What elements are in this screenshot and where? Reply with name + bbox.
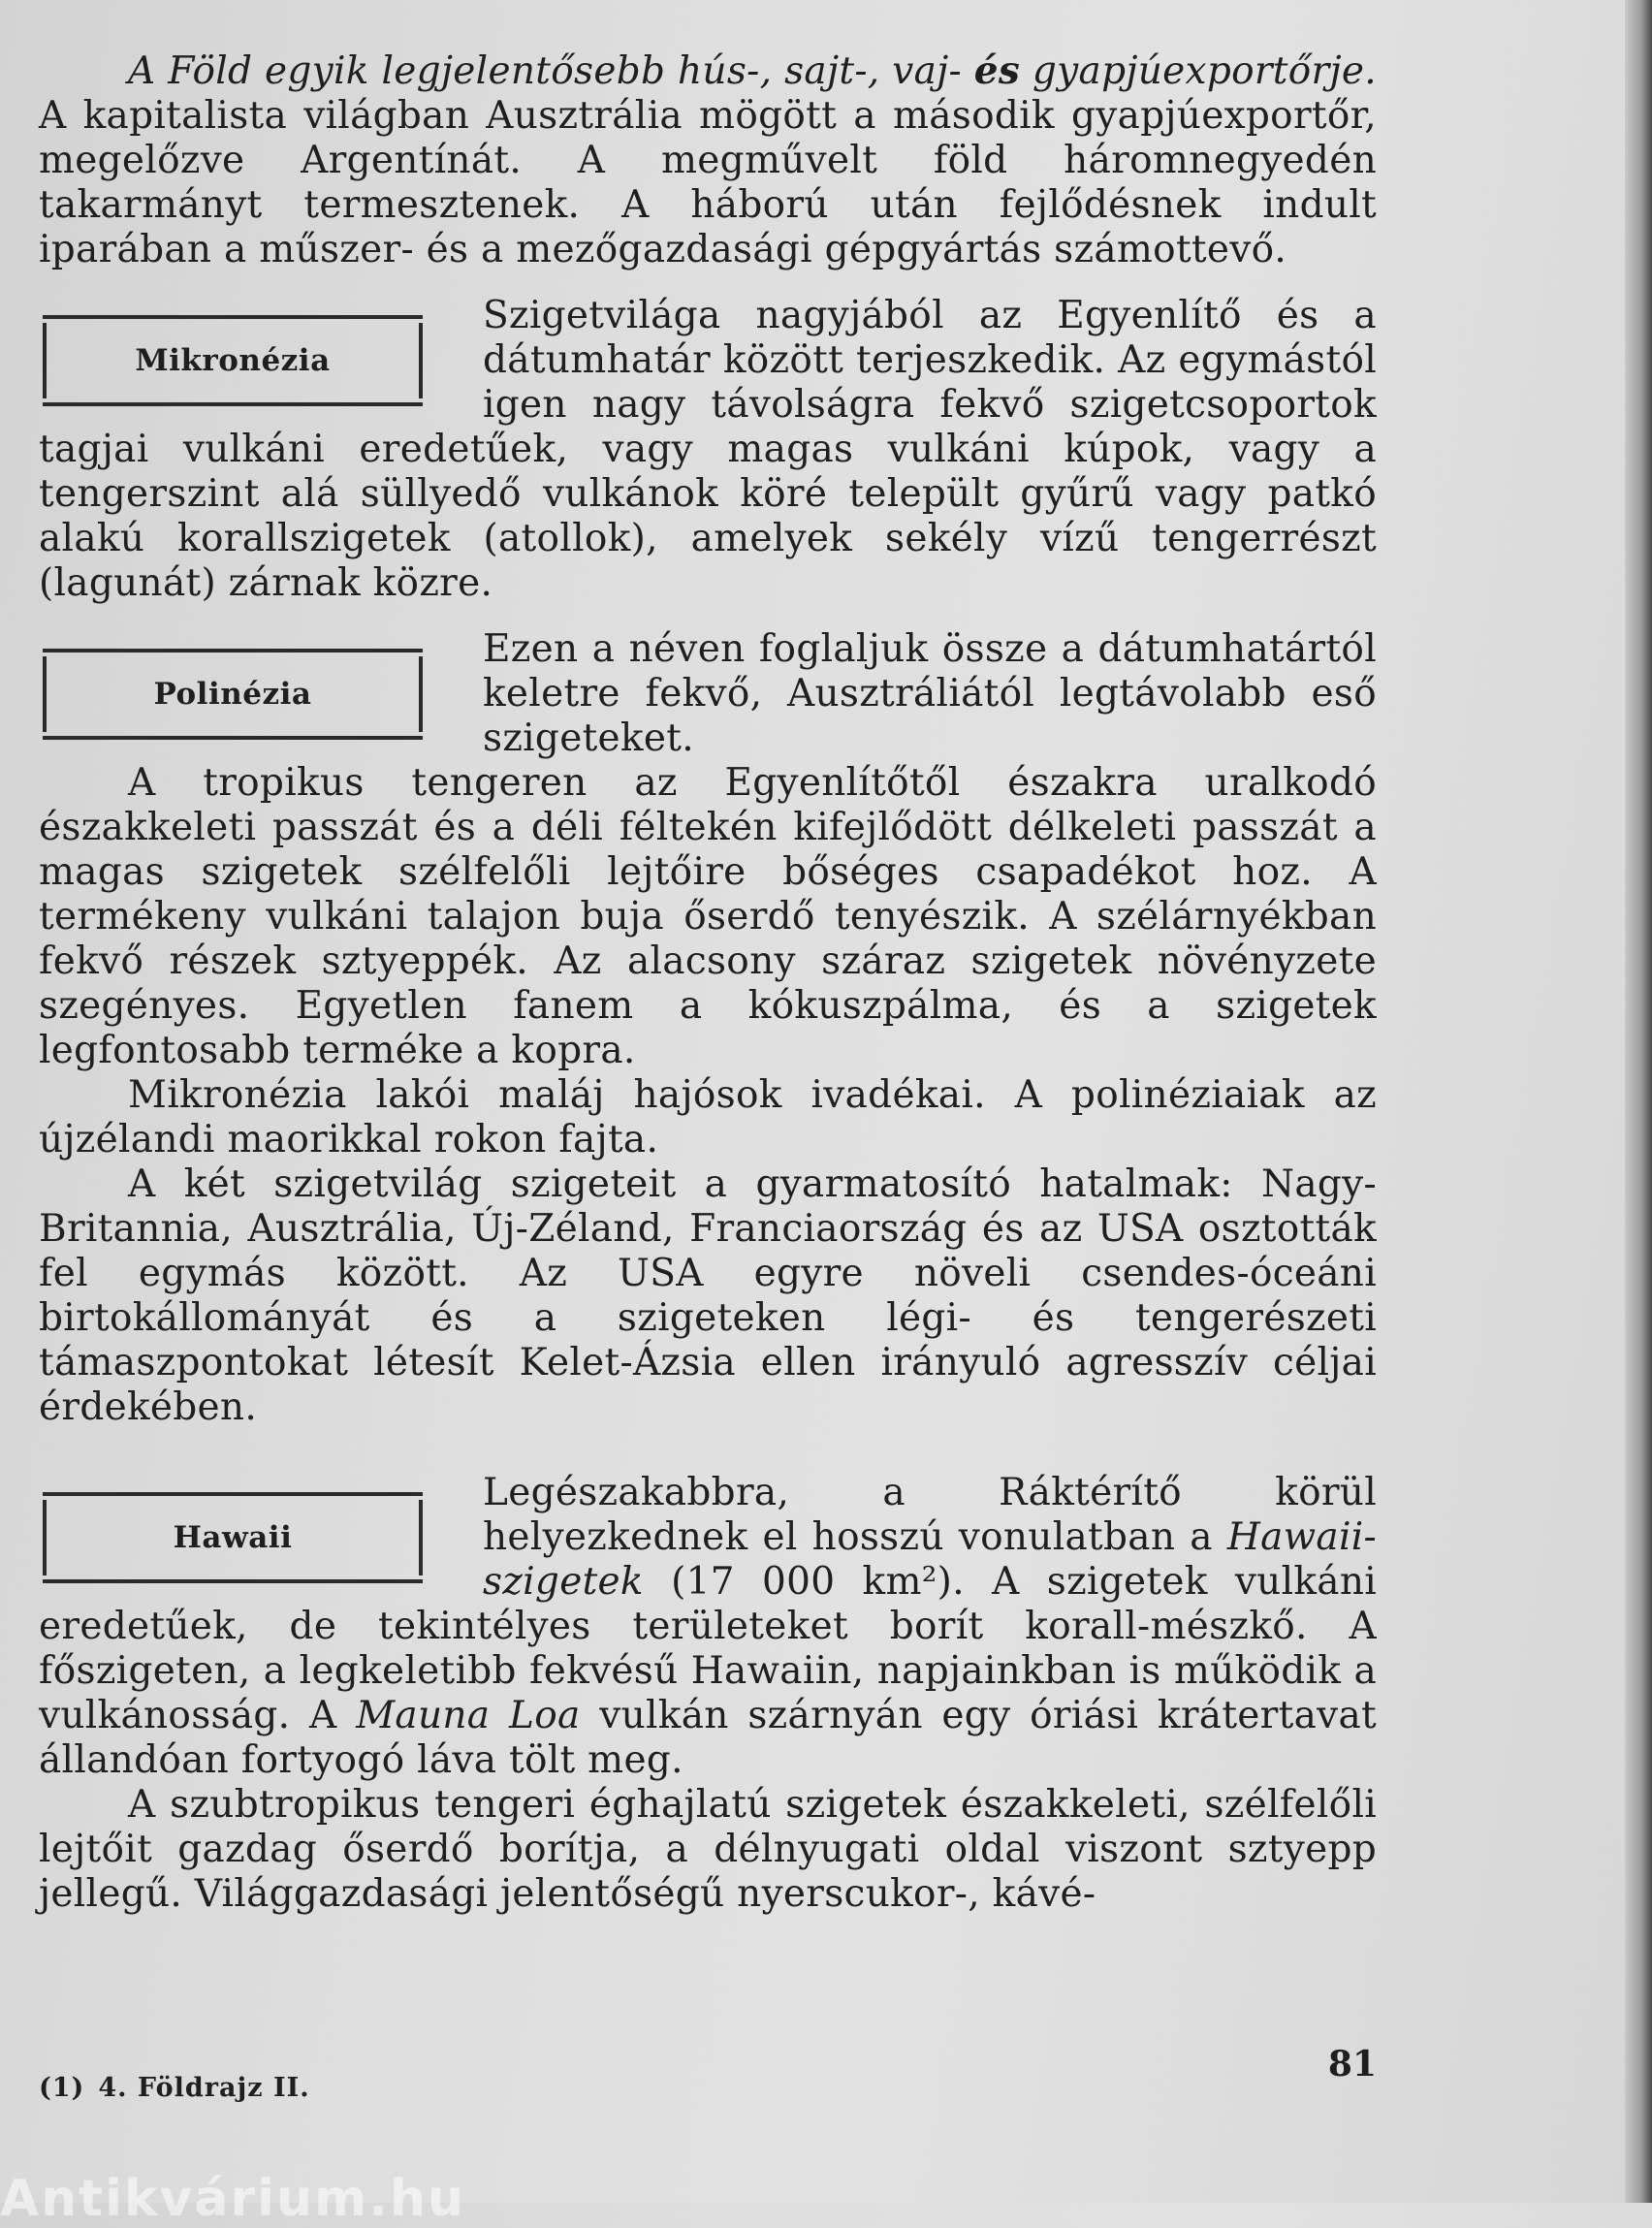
hawaii-p1-italic: Hawaii-szigetek [483,1515,1377,1604]
section-heading-mikronezia: Mikronézia [43,323,423,398]
section-polinezia [39,627,1377,1430]
polinezia-paragraph-4: A két szigetvilág szigeteit a gyarmatosító hatalmak: Nagy-Britannia, Ausztrália, Új-Zéland, Franciaország és az USA osztották fel egymás között. Az USA egyre növeli csendes-óceáni birtokállományát és a szigeteken légi- és tengerészeti támaszpontokat létesít Kelet-Ázsia ellen irányuló agresszív céljai érdekében. [39,1162,1377,1429]
section-heading-box [43,649,423,740]
polinezia-paragraph-2: A tropikus tengeren az Egyenlítőtől északra uralkodó északkeleti passzát és a déli féltekén kifejlődött délkeleti passzát a magas szigetek szélfelőli lejtőire bőséges csapadékot hoz. A termékeny vulkáni talajon buja őserdő tenyészik. A szélárnyékban fekvő részek sztyeppék. Az alacsony száraz szigetek növényzete szegényes. Egyetlen fanem a kókuszpálma, és a szigetek legfontosabb terméke a kopra. [39,761,1377,1072]
section-heading-box [43,1492,423,1583]
intro-bold-word: és [973,48,1021,93]
polinezia-paragraph-3: Mikronézia lakói maláj hajósok ivadékai. A polinéziaiak az újzélandi maorikkal rokon fajta. [39,1073,1377,1162]
section-hawaii [39,1471,1377,1917]
hawaii-p1-end: vulkán szárnyán egy óriási krátertavat állandóan fortyogó láva tölt meg. [39,1694,1377,1782]
section-mikronezia [39,294,1377,606]
hawaii-p1-start: Legészakabbra, a Ráktérítő körül helyezkednek el hosszú vonulatban a [483,1471,1377,1559]
mikronezia-paragraph: Szigetvilága nagyjából az Egyenlítő és a dátumhatár között terjeszkedik. Az egymástól igen nagy távolságra fekvő szigetcsoportok tagjai vulkáni eredetűek, vagy magas vulkáni kúpok, vagy a tengerszint alá süllyedő vulkánok köré települt gyűrű vagy patkó alakú korallszigetek (atollok), amelyek sekély vízű tengerrészt (lagunát) zárnak közre. [39,294,1377,605]
signature-mark [39,2073,310,2103]
hawaii-p1-rest: A szigetek vulkáni eredetűek, de tekintélyes területeket borít korall-mészkő. A főszigeten, a legkeletibb fekvésű Hawaiin, napjainkban is működik a vulkánosság. A [39,1560,1378,1737]
intro-paragraph [39,48,1377,272]
signature-text: 4. Földrajz II. [98,2073,310,2103]
hawaii-p1-area: (17 000 km²). [671,1560,965,1604]
polinezia-paragraph-1: Ezen a néven foglaljuk össze a dátumhatártól keletre fekvő, Ausztráliától legtávolabb eső szigeteket. [483,627,1377,760]
hawaii-p1-italic-2: Mauna Loa [356,1694,581,1737]
signature-number: (1) [39,2073,85,2103]
hawaii-paragraph-2: A szubtropikus tengeri éghajlatú szigetek északkeleti, szélfelőli lejtőit gazdag őserdő borítja, a délnyugati oldal viszont sztyepp jellegű. Világgazdasági jelentőségű nyerscukor-, kávé- [39,1783,1377,1916]
page-edge-shadow [1625,0,1652,2203]
intro-italic-tail: gyapjúexportőrje. [1032,49,1377,93]
section-heading-hawaii: Hawaii [43,1500,423,1576]
watermark: Antikvárium.hu [0,2170,465,2228]
section-heading-box [43,315,423,406]
intro-text: A kapitalista világban Ausztrália mögött a második gyapjúexportőr, megelőzve Argentínát. A megművelt föld háromnegyedén takarmányt termesztenek. A háború után fejlődésnek indult iparában a műszer- és a mezőgazdasági gépgyártás számottevő. [39,94,1377,271]
book-page [39,48,1377,1917]
page-footer [39,2044,1377,2102]
section-heading-polinezia: Polinézia [43,656,423,732]
page-number: 81 [1327,2044,1377,2085]
intro-italic-lead: A Föld egyik legjelentősebb hús-, sajt-, vaj- [128,49,963,93]
